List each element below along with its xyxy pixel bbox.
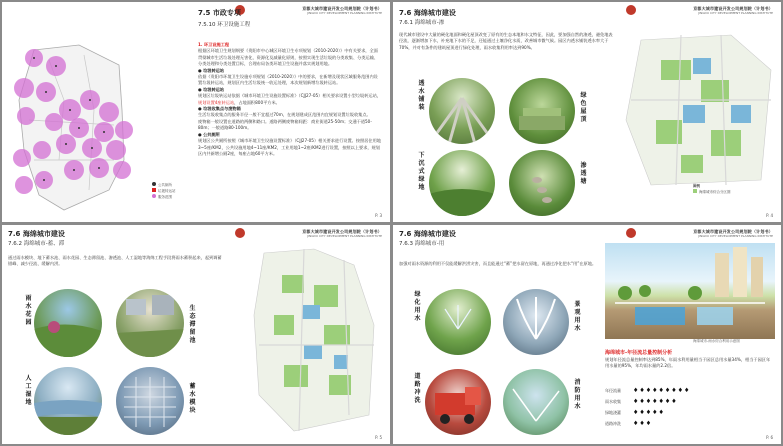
photo-constructed-wetland — [34, 367, 102, 435]
page-number: P. 3 — [375, 213, 382, 218]
drop-row — [605, 418, 773, 429]
page-number: P. 5 — [375, 435, 382, 440]
label-green-irrigation: 绿化用水 — [414, 291, 421, 322]
paving-graphic — [429, 78, 495, 144]
label-permeable-paving: 透水铺装 — [418, 80, 425, 111]
photo-landscape-water — [503, 289, 569, 355]
photo-road-washing — [425, 369, 491, 435]
page-number: P. 6 — [766, 435, 773, 440]
drop-row — [605, 407, 773, 418]
photo-sunken-greenland — [429, 150, 495, 216]
drop-table — [605, 385, 773, 429]
sanitation-map — [4, 40, 154, 220]
legend-range: 服务范围 — [152, 194, 176, 200]
page2-body: 现代城市建设中大量的硬化地面和硬化屋顶改变了原有的生态本地和水文特征，因此，要加强自然的渗透，避免地表径流，逐渐增加下水，补充地下水的不足，还能通过土壤净化水质，改善城市微气候。园区内透水铺装透水率大于70%，并对有条件的建筑屋顶进行绿化处理，雨水收集利用率达到90%。 — [399, 32, 613, 50]
drop-row-label: 年径流量 — [605, 387, 621, 393]
label-bio-retention: 生态滞留池 — [189, 305, 196, 344]
page-sponge-store — [2, 225, 390, 444]
section-title: 7.6 海绵城市建设 — [399, 230, 456, 238]
section-title: 7.5 市政专项 — [198, 9, 241, 17]
sanitation-map-drawing — [4, 40, 154, 220]
label-sunken-greenland: 下沉式绿地 — [418, 152, 425, 191]
sunken-graphic — [429, 150, 495, 216]
legend-transfer: 垃圾转运站 — [152, 188, 176, 194]
label-road-washing: 道路冲洗 — [414, 373, 421, 404]
fountain-graphic — [503, 289, 569, 355]
page-environmental-facilities — [2, 2, 390, 222]
label-infiltration-pond: 渗透塘 — [580, 162, 587, 185]
institute-logo — [626, 5, 636, 15]
zone-map-legend: 图例 海绵城市综合分区图 — [693, 184, 731, 194]
page1-body: 1. 环卫设施工程 根据区环境卫生规划纲要《贵阳市中心城区环境卫生专项规划（2010-2020）》中有关要求，全面贯彻城市生活垃圾处理无害化、资源化及减量化原则，按照实现生活垃圾的分类收集、分类运输、分类处理和分类处置目标，合理布局各类环境卫生设施并落实规划用地。 ● 垃圾转运站 依据《贵阳市环境卫生设施专项规划（2010-2020）》中的要求，在新增及现状区域服务范围内设置垃圾转运站，规划区内生活垃圾统一收运处理，本次规划新增垃圾转运站。 ● 垃圾转运站 规划区垃圾转运站依据《城市环境卫生设施设置标准》（CJJ27-05）相关要求设置小型垃圾转运站，规划设置4座转运站，占地面积800平方米。 ● 垃圾收集点与废物箱 生活垃圾收集点的服务半径一般不宜超过70m，在规划建成区范围内宜规划设置垃圾收集点。 废物箱一般设置在道路的两侧和路口。道路两侧废物箱间距：商业街道25-50m；交通干道50-80m；一般道路80-100m。 ● 公共厕所 规划区公共厕所按照《城市环境卫生设施设置标准》（CJJ27-05）相关要求进行设置。按照居住用地3~5座/KM2，公共设施用地4~11座/KM2，工业用地1~2座/KM2进行设置，按照以上要求，规划区内共新增公厕2座，每座占地60平方米。 — [198, 42, 381, 156]
label-landscape-water: 景观用水 — [574, 301, 581, 332]
subsection-title: 7.5.10 环卫设施工程 — [198, 22, 251, 28]
subsection-title: 7.6.3 海绵城市-用 — [399, 241, 445, 247]
label-storage-module: 蓄水模块 — [189, 383, 196, 414]
rain-garden-graphic — [34, 289, 102, 357]
rainwater-diagram — [605, 243, 775, 339]
label-constructed-wetland: 人工湿地 — [25, 375, 32, 406]
photo-rain-garden — [34, 289, 102, 357]
page-sponge-infiltrate — [393, 2, 781, 222]
institute-logo — [235, 228, 245, 238]
photo-infiltration-pond — [509, 150, 575, 216]
label-fire-water: 消防用水 — [574, 379, 581, 410]
page4-body: 加强对雨水资源的利用不仅能缓解洪涝灾害，而且能通过“蓄”把水留在原地，再通过净化把水“用”在原地。 — [399, 261, 597, 266]
page-header: 京都大城市建设开发公司规划院（计划书） JINGDU CITY DEVELOPMENT PLANNING INSTITUTE — [302, 229, 382, 238]
diagram-caption: 海绵城市-雨水综合利用示意图 — [693, 339, 740, 343]
water-drop-icons: ♦♦♦ — [633, 420, 653, 427]
wetland-graphic — [34, 367, 102, 435]
map-legend — [152, 182, 176, 200]
water-drop-icons: ♦♦♦♦♦♦♦♦♦ — [633, 387, 691, 394]
section-title: 7.6 海绵城市建设 — [399, 9, 456, 17]
drop-row — [605, 396, 773, 407]
pond-graphic — [509, 150, 575, 216]
drop-row-label: 绿地浇灌 — [605, 409, 621, 415]
analysis-title: 海绵城市-年径流总量控制分析 — [605, 350, 673, 356]
sprinkler-graphic — [503, 369, 569, 435]
rainwater-diagram-drawing — [605, 243, 775, 339]
legend-toilet: 公共厕所 — [152, 182, 176, 188]
page-header: 京都大城市建设开发公司规划院（计划书） JINGDU CITY DEVELOPMENT PLANNING INSTITUTE — [302, 6, 382, 15]
store-map-drawing — [234, 245, 386, 437]
photo-green-roof — [509, 78, 575, 144]
analysis-text: 规划年径流总量控制率达到85%，年雨水利用量相当于园区总用水量34%，相当于园区年用水量的95%，年均雨水量约2.2倍。 — [605, 357, 771, 369]
institute-logo — [626, 228, 636, 238]
drop-row — [605, 385, 773, 396]
water-drop-icons: ♦♦♦♦♦ — [633, 409, 665, 416]
store-zone-map — [234, 245, 386, 437]
roof-graphic — [509, 78, 575, 144]
page-header: 京都大城市建设开发公司规划院（计划书） JINGDU CITY DEVELOPMENT PLANNING INSTITUTE — [693, 6, 773, 15]
page-header: 京都大城市建设开发公司规划院（计划书） JINGDU CITY DEVELOPMENT PLANNING INSTITUTE — [693, 229, 773, 238]
truck-graphic — [425, 369, 491, 435]
drop-row-label: 雨水收集 — [605, 398, 621, 404]
page-number: P. 4 — [766, 213, 773, 218]
retention-graphic — [116, 289, 184, 357]
sponge-zone-map — [621, 30, 777, 188]
section-title: 7.6 海绵城市建设 — [8, 230, 65, 238]
zone-map-drawing — [621, 30, 777, 188]
photo-storage-module — [116, 367, 184, 435]
drop-row-label: 道路冲洗 — [605, 420, 621, 426]
photo-green-irrigation — [425, 289, 491, 355]
page3-body: 通过雨水模块、地下蓄水池、雨水花园、生态滞留池、渗透池、人工湿地等海绵工程手段将雨水蓄积起来，起到调蓄错峰、减少径流、缓解内涝。 — [8, 255, 222, 267]
label-green-roof: 绿色屋顶 — [580, 92, 587, 123]
photo-fire-water — [503, 369, 569, 435]
page-sponge-use — [393, 225, 781, 444]
subsection-title: 7.6.2 海绵城市-蓄、滞 — [8, 241, 65, 247]
subsection-title: 7.6.1 海绵城市-渗 — [399, 20, 445, 26]
label-rain-garden: 雨水花园 — [25, 295, 32, 326]
water-drop-icons: ♦♦♦♦♦♦♦ — [633, 398, 678, 405]
photo-bio-retention — [116, 289, 184, 357]
module-graphic — [116, 367, 184, 435]
irrigation-graphic — [425, 289, 491, 355]
photo-permeable-paving — [429, 78, 495, 144]
